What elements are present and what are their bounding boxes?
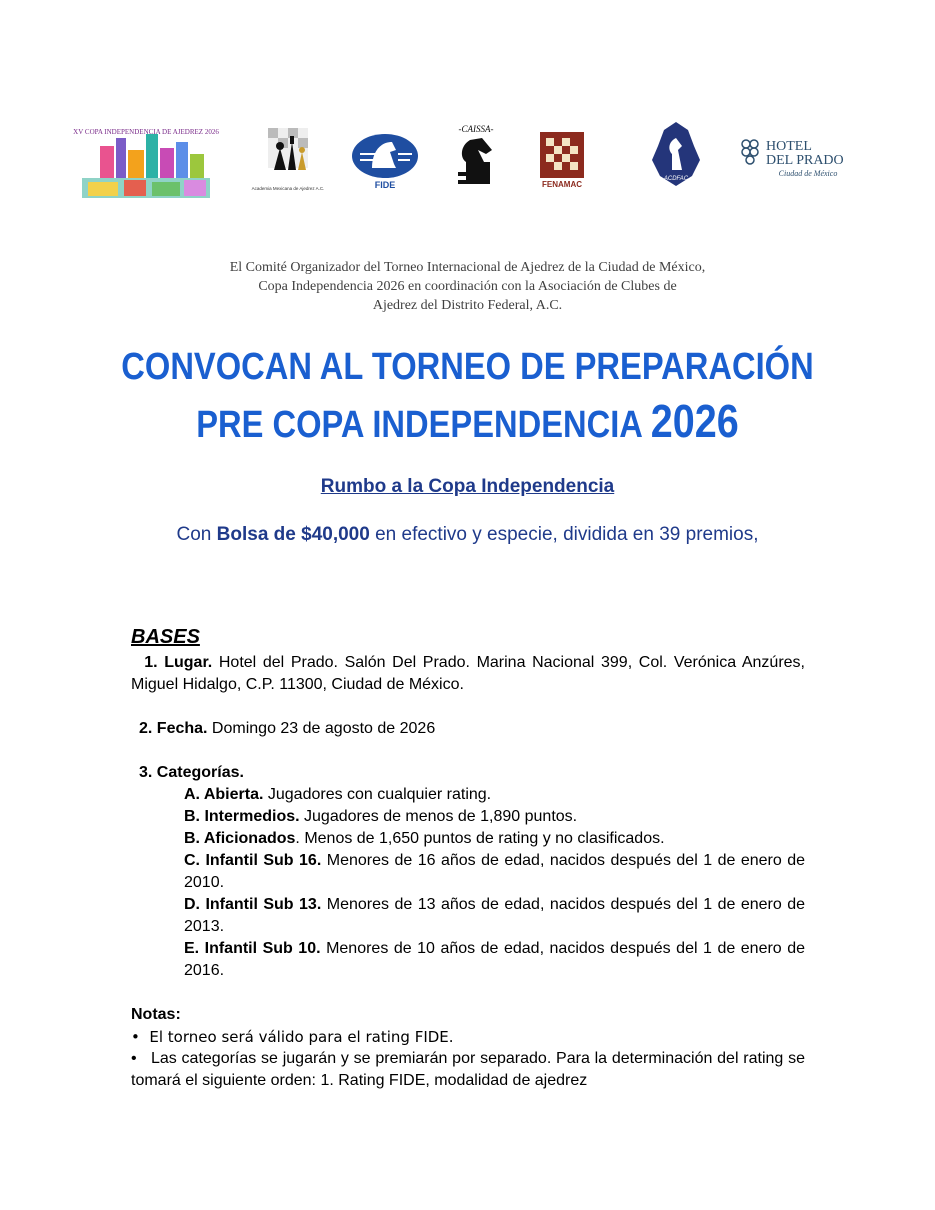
note-text: El torneo será válido para el rating FIDE. (149, 1028, 454, 1046)
hotel-del-prado-logo (736, 134, 856, 180)
category-item (184, 894, 805, 938)
category-item (184, 784, 805, 806)
subtitle: Rumbo a la Copa Independencia (320, 476, 615, 497)
category-label: B. Aficionados (184, 830, 296, 847)
category-label: C. Infantil Sub 16. (184, 852, 322, 869)
category-label: B. Intermedios. (184, 808, 300, 825)
category-text: Jugadores con cualquier rating. (263, 786, 492, 803)
bases-heading: BASES (131, 626, 200, 648)
title-year: 2026 (650, 395, 739, 447)
hotel-line3: Ciudad de México (778, 169, 838, 178)
prize-amount: Bolsa de $40,000 (216, 524, 370, 545)
copa-logo-text: XV COPA INDEPENDENCIA DE AJEDREZ 2026 (73, 128, 219, 136)
item-lugar (131, 652, 805, 696)
category-label: E. Infantil Sub 10. (184, 940, 321, 957)
note-item: • Las categorías se jugarán y se premiarán por separado. Para la determinación del rating se tomará el siguiente orden: 1. Rating FIDE, modalidad de ajedrez (131, 1050, 806, 1089)
notes-heading: Notas: (131, 1006, 181, 1023)
caissa-logo-text: -CAISSA- (458, 124, 494, 134)
category-label: D. Infantil Sub 13. (184, 896, 322, 913)
category-text: . Menos de 1,650 puntos de rating y no clasificados. (295, 830, 665, 847)
copa-independencia-logo (73, 120, 219, 200)
item-fecha (139, 718, 813, 740)
note-item: • El torneo será válido para el rating FIDE. (131, 1028, 454, 1046)
category-text: Menores de 16 años de edad, nacidos después del 1 de enero de 2010. (184, 852, 806, 891)
item-lugar-label: 1. Lugar. (144, 654, 213, 671)
category-item (184, 806, 805, 828)
category-item (184, 938, 805, 982)
item-fecha-text: Domingo 23 de agosto de 2026 (207, 720, 436, 737)
acdfac-logo-text: ACDFAC (663, 176, 689, 182)
intro-line-2: Copa Independencia 2026 en coordinación con la Asociación de Clubes de (258, 279, 677, 294)
fenamac-logo (536, 130, 588, 188)
title-line-2-text: PRE COPA INDEPENDENCIA (196, 404, 651, 446)
item-categorias (139, 762, 813, 784)
item-categorias-label: 3. Categorías. (139, 764, 244, 781)
hotel-line1: HOTEL (766, 139, 812, 154)
category-text: Jugadores de menos de 1,890 puntos. (299, 808, 578, 825)
item-lugar-text: Hotel del Prado. Salón Del Prado. Marina Nacional 399, Col. Verónica Anzúres, Miguel Hidalgo, C.P. 11300, Ciudad de México. (131, 654, 806, 693)
prize-line (0, 524, 935, 546)
academia-logo-text: Academia Mexicana de Ajedrez A.C. (251, 186, 325, 191)
category-item (184, 828, 805, 850)
fide-logo (350, 130, 420, 192)
academia-chess-logo (251, 126, 325, 194)
caissa-logo (448, 122, 504, 188)
category-text: Menores de 10 años de edad, nacidos después del 1 de enero de 2016. (184, 940, 805, 979)
category-item (184, 850, 805, 894)
title-line-1: CONVOCAN AL TORNEO DE PREPARACIÓN (121, 346, 814, 388)
fenamac-logo-text: FENAMAC (542, 180, 582, 189)
fide-logo-text: FIDE (374, 180, 396, 190)
category-label: A. Abierta. (184, 786, 264, 803)
category-text: Menores de 13 años de edad, nacidos después del 1 de enero de 2013. (184, 896, 806, 935)
category-list (184, 784, 805, 982)
notes-section (131, 1004, 805, 1092)
item-fecha-label: 2. Fecha. (139, 720, 208, 737)
intro-line-3: Ajedrez del Distrito Federal, A.C. (372, 298, 563, 313)
title-line-2 (65, 394, 869, 452)
logo-strip (70, 118, 870, 204)
main-title (65, 340, 869, 452)
intro-paragraph (0, 258, 935, 315)
hotel-line2: DEL PRADO (766, 153, 844, 168)
note-text: Las categorías se jugarán y se premiarán por separado. Para la determinación del rating se tomará el siguiente orden: 1. Rating FIDE, modalidad de ajedrez (131, 1050, 806, 1089)
intro-line-1: El Comité Organizador del Torneo Internacional de Ajedrez de la Ciudad de México, (229, 260, 706, 275)
acdfac-logo (648, 120, 704, 188)
prize-post: en efectivo y especie, dividida en 39 premios, (369, 524, 759, 545)
prize-pre: Con (176, 524, 217, 545)
